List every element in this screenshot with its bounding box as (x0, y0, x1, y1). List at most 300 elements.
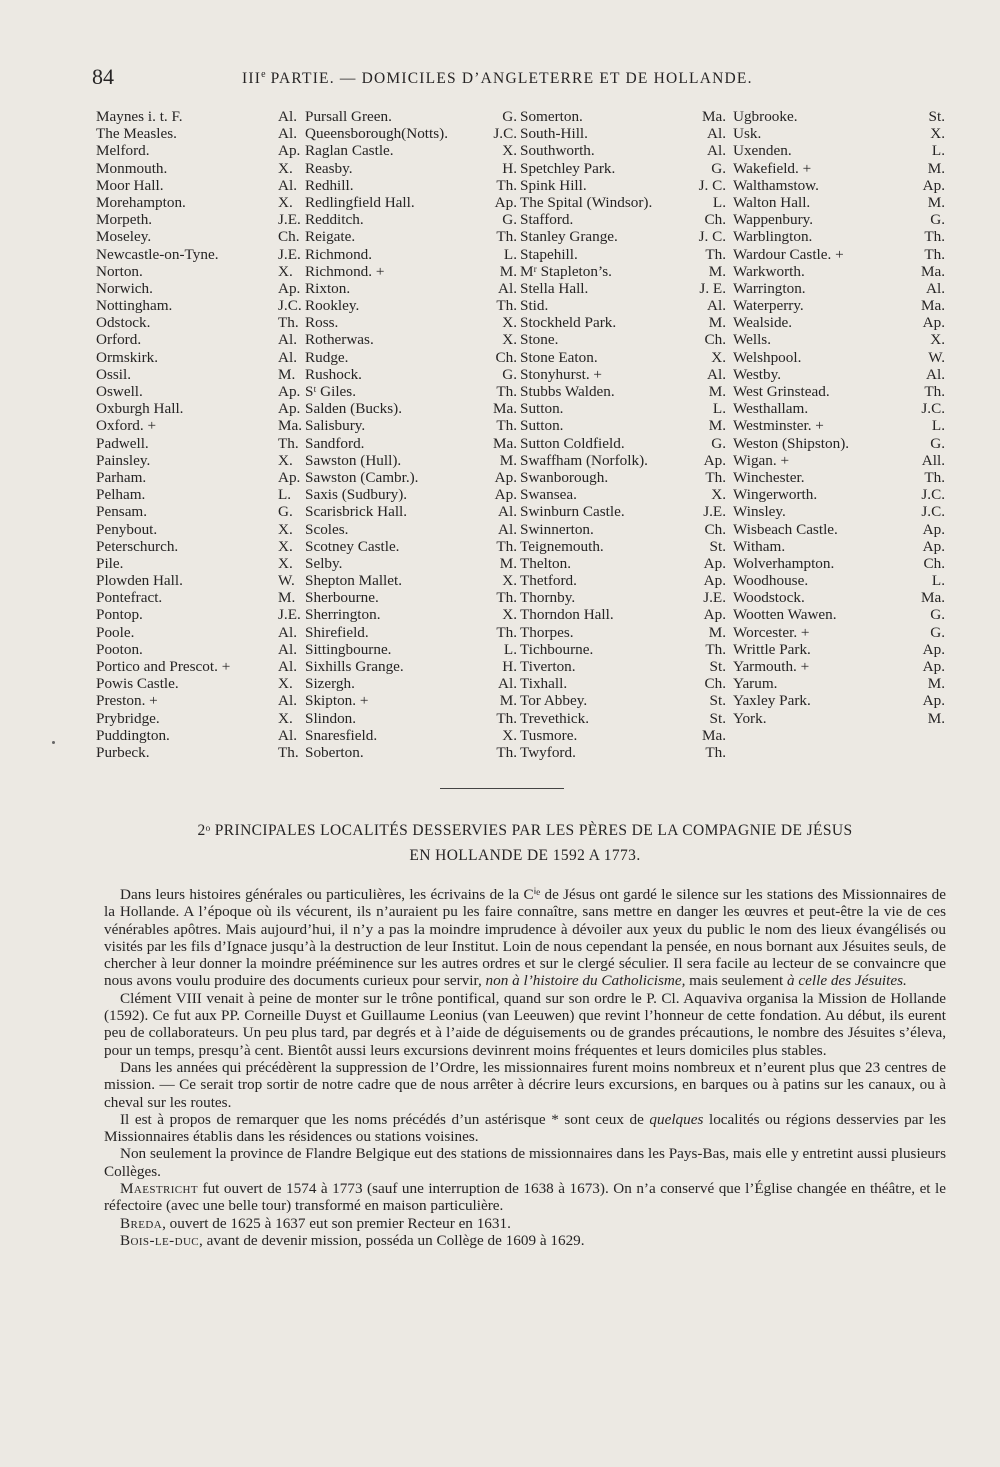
abbr-column-2 (278, 108, 303, 761)
abbreviation-entry: X. (502, 314, 517, 332)
abbreviation-entry: St. (709, 709, 726, 727)
abbreviation-entry: M. (708, 314, 726, 332)
abbreviation-entry: Ap. (278, 400, 301, 418)
ink-speck (52, 741, 55, 744)
place-entry: Parham. (96, 468, 147, 486)
paragraph-6: Maestricht fut ouvert de 1574 à 1773 (sauf une interruption de 1638 à 1673). On n’a conservé que l’Église changée en théâtre, et le réfectoire (avec une belle tour) transformé en maison particulière. (104, 1180, 946, 1215)
abbreviation-entry: Al. (278, 692, 297, 710)
place-entry: Melford. (96, 142, 150, 160)
abbreviation-entry: H. (502, 658, 517, 675)
place-entry: Poole. (96, 623, 135, 641)
place-column-3 (520, 108, 700, 761)
place-entry: Trevethick. (520, 709, 590, 727)
abbreviation-entry: Al. (498, 520, 517, 538)
abbreviation-entry: J.C. (921, 400, 945, 418)
abbreviation-entry: G. (711, 159, 726, 177)
place-entry: Pooton. (96, 640, 143, 658)
place-entry: Sizergh. (305, 675, 355, 693)
place-entry: Norwich. (96, 279, 153, 297)
abbreviation-entry: Th. (705, 245, 726, 263)
place-entry: Rixton. (305, 279, 351, 297)
abbreviation-entry: X. (502, 726, 517, 744)
place-entry: Selby. (305, 554, 343, 572)
place-entry: Stella Hall. (520, 279, 589, 297)
abbreviation-entry: G. (711, 434, 726, 452)
place-entry: Stonyhurst. + (520, 365, 602, 383)
place-entry: Queensborough(Notts). (305, 125, 448, 143)
place-entry: Stafford. (520, 211, 574, 229)
place-entry: Rudge. (305, 348, 349, 366)
place-entry: Swanborough. (520, 468, 609, 486)
place-entry: Stapehill. (520, 245, 578, 263)
place-entry: Wolverhampton. (733, 554, 835, 572)
place-entry: Ossil. (96, 365, 132, 383)
abbreviation-entry: Al. (278, 176, 297, 194)
place-entry: Sherrington. (305, 606, 381, 624)
paragraph-5: Non seulement la province de Flandre Belgique eut des stations de missionnaires dans les Pays-Bas, mais elle y entretint aussi plusieurs Collèges. (104, 1145, 946, 1180)
body-text (104, 886, 946, 1249)
abbreviation-entry: Ap. (494, 486, 517, 504)
place-entry: Moseley. (96, 228, 152, 246)
abbreviation-entry: J.E. (703, 589, 726, 607)
place-entry: Redhill. (305, 176, 354, 194)
abbreviation-entry: Al. (278, 125, 297, 143)
place-entry: Wappenbury. (733, 211, 814, 229)
place-entry: Sawston (Cambr.). (305, 468, 419, 486)
place-entry: Ross. (305, 314, 339, 332)
abbreviation-entry: St. (709, 537, 726, 555)
place-entry: Wigan. + (733, 451, 790, 469)
abbreviation-entry: J.E. (278, 606, 301, 624)
place-entry: Plowden Hall. (96, 572, 183, 590)
abbreviation-entry: Ap. (703, 606, 726, 624)
abbreviation-entry: Ap. (703, 572, 726, 590)
place-entry: Pensam. (96, 503, 148, 521)
place-entry: Woodstock. (733, 589, 805, 607)
section-heading (100, 818, 950, 868)
abbreviation-entry: Al. (278, 348, 297, 366)
place-entry: Wells. (733, 331, 772, 349)
abbreviation-entry: Th. (496, 297, 517, 315)
place-entry: Swinburn Castle. (520, 503, 625, 521)
place-entry: Pontop. (96, 606, 143, 624)
place-entry: Sᵗ Giles. (305, 383, 357, 400)
abbreviation-entry: Th. (705, 640, 726, 658)
place-entry: Ugbrooke. (733, 108, 798, 125)
place-entry: Sandford. (305, 434, 365, 452)
abbreviation-entry: Al. (707, 297, 726, 315)
abbreviation-entry: Ap. (278, 279, 301, 297)
place-entry: Padwell. (96, 434, 149, 452)
abbreviation-entry: Al. (278, 726, 297, 744)
abbreviation-entry: X. (711, 348, 726, 366)
place-entry: Penybout. (96, 520, 158, 538)
place-entry: Rushock. (305, 365, 362, 383)
abbreviation-entry: Al. (278, 331, 297, 349)
place-entry: Tiverton. (520, 658, 576, 675)
abbreviation-entry: M. (499, 692, 517, 710)
place-entry: Oxburgh Hall. (96, 400, 184, 418)
abbreviation-entry: X. (502, 606, 517, 624)
place-entry (733, 727, 908, 744)
place-entry: Moor Hall. (96, 176, 164, 194)
place-entry: Shepton Mallet. (305, 572, 403, 590)
abbreviation-entry: Ma. (701, 726, 726, 744)
abbreviation-entry: Ma. (492, 434, 517, 452)
abbreviation-entry: Ma. (492, 400, 517, 418)
place-entry: Westminster. + (733, 417, 824, 435)
abbreviation-entry: M. (708, 383, 726, 400)
abbreviation-entry: X. (502, 572, 517, 590)
abbreviation-entry: Th. (496, 176, 517, 194)
place-entry: Scarisbrick Hall. (305, 503, 408, 521)
place-entry: Writtle Park. (733, 640, 811, 658)
abbreviation-entry: Th. (278, 434, 299, 452)
abbreviation-entry: X. (930, 125, 945, 143)
place-entry: Thorndon Hall. (520, 606, 614, 624)
place-entry: Salisbury. (305, 417, 366, 435)
place-entry: West Grinstead. (733, 383, 830, 400)
abbreviation-entry: Al. (707, 365, 726, 383)
place-entry: Pontefract. (96, 589, 163, 607)
place-entry: Morehampton. (96, 193, 186, 211)
abbreviation-entry: Ma. (278, 417, 303, 435)
abbreviation-entry: Ma. (920, 297, 945, 315)
abbreviation-entry: J.E. (278, 245, 301, 263)
abbreviation-entry: Th. (496, 383, 517, 400)
place-entry: Richmond. + (305, 262, 385, 280)
abbreviation-entry: X. (278, 262, 293, 280)
paragraph-1: Dans leurs histoires générales ou particulières, les écrivains de la Cⁱᵉ de Jésus ont gardé le silence sur les stations des Missionnaires de la Hollande. A l’époque où ils vécurent, ils n’auraient pu les faire connaître, sans mettre en danger les œuvres et peut-être la vie de ces vénérables apôtres. Mais aujourd’hui, il n’y a pas la moindre imprudence à dévoiler aux yeux du public le nom des lieux évangélisés ou visités par les fils d’Ignace jusqu’à la destruction de leur Institut. Loin de nous cependant la pensée, en nous bornant aux Jésuites seuls, de chercher à leur donner la moindre prééminence sur les autres ordres et sur le clergé séculier. Il sera facile au lecteur de se convaincre que nous avons voulu produire des documents curieux pour servir, non à l’histoire du Catholicisme, mais seulement à celle des Jésuites. (104, 886, 946, 990)
abbr-column-4 (692, 108, 726, 761)
place-entry: South-Hill. (520, 125, 588, 143)
abbreviation-entry: Al. (926, 365, 945, 383)
abbreviation-entry: X. (930, 331, 945, 349)
place-entry: Thetford. (520, 572, 577, 590)
abbreviation-entry: M. (927, 193, 945, 211)
abbreviation-entry: Al. (498, 279, 517, 297)
paragraph-8: Bois-le-duc, avant de devenir mission, posséda un Collège de 1609 à 1629. (120, 1231, 585, 1249)
part-numeral: III (242, 70, 262, 88)
abbreviation-entry: Th. (924, 245, 945, 263)
place-entry: Mʳ Stapleton’s. (520, 262, 612, 280)
abbreviation-entry: L. (931, 142, 945, 160)
abbreviation-entry: Ap. (922, 520, 945, 538)
abbreviation-entry: St. (928, 108, 945, 125)
abbreviation-entry: Th. (924, 468, 945, 486)
abbreviation-entry: G. (502, 108, 517, 125)
place-entry: Yaxley Park. (733, 692, 811, 710)
abbreviation-entry: Ma. (920, 262, 945, 280)
place-entry: Prybridge. (96, 709, 160, 727)
abbreviation-entry: Al. (707, 142, 726, 160)
section-heading-line-1: 2ᵒ PRINCIPALES LOCALITÉS DESSERVIES PAR LES PÈRES DE LA COMPAGNIE DE JÉSUS (197, 822, 853, 839)
abbreviation-entry: Ch. (704, 331, 726, 349)
place-entry: Stockheld Park. (520, 314, 617, 332)
place-entry: Stone Eaton. (520, 348, 598, 366)
place-entry: Stanley Grange. (520, 228, 618, 246)
place-entry: Painsley. (96, 451, 151, 469)
abbreviation-entry: M. (708, 417, 726, 435)
abbreviation-entry: J.E. (278, 211, 301, 229)
place-entry: Rotherwas. (305, 331, 374, 349)
abbreviation-entry: L. (712, 400, 726, 418)
abbreviation-entry: Th. (278, 743, 299, 761)
place-entry: Puddington. (96, 726, 170, 744)
place-entry: Reigate. (305, 228, 356, 246)
section-heading-line-2: EN HOLLANDE DE 1592 A 1773. (409, 847, 641, 864)
abbreviation-entry: Ch. (495, 348, 517, 366)
place-entry: Snaresfield. (305, 726, 378, 744)
abbreviation-entry: X. (278, 193, 293, 211)
abbreviation-entry: Al. (926, 279, 945, 297)
abbreviation-entry: J. C. (698, 228, 726, 246)
place-entry: Thelton. (520, 554, 572, 572)
place-entry: Rookley. (305, 297, 360, 315)
place-entry: Saxis (Sudbury). (305, 486, 408, 504)
place-entry: Stid. (520, 297, 549, 315)
abbreviation-entry: Ma. (920, 589, 945, 607)
abbreviation-entry: M. (499, 451, 517, 469)
abbreviation-entry: Ch. (704, 520, 726, 538)
place-entry: Peterschurch. (96, 537, 179, 555)
abbreviation-entry: M. (499, 262, 517, 280)
place-entry: Pelham. (96, 486, 146, 504)
place-entry: Slindon. (305, 709, 357, 727)
place-entry: Sawston (Hull). (305, 451, 402, 469)
place-entry: Somerton. (520, 108, 583, 125)
place-entry: Redlingfield Hall. (305, 193, 415, 211)
abbreviation-entry: Al. (278, 623, 297, 641)
abbreviation-entry: W. (928, 348, 945, 366)
place-entry: Powis Castle. (96, 675, 179, 693)
abbreviation-entry: X. (278, 451, 293, 469)
place-column-4 (733, 108, 908, 761)
place-entry: Portico and Prescot. + (96, 658, 231, 675)
place-entry: Skipton. + (305, 692, 369, 710)
place-entry: Reasby. (305, 159, 353, 177)
abbreviation-entry: G. (502, 365, 517, 383)
abbreviation-entry: Al. (278, 640, 297, 658)
place-entry: Sutton. (520, 417, 564, 435)
abbreviation-entry: W. (278, 572, 295, 590)
place-entry: Morpeth. (96, 211, 153, 229)
place-entry: Tor Abbey. (520, 692, 588, 710)
abbreviation-entry: Ap. (278, 468, 301, 486)
place-entry: Thorpes. (520, 623, 574, 641)
place-entry: Wisbeach Castle. (733, 520, 838, 538)
abbreviation-entry: L. (931, 417, 945, 435)
place-entry: Oxford. + (96, 417, 157, 435)
abbreviation-entry: X. (711, 486, 726, 504)
place-entry: Swinnerton. (520, 520, 594, 538)
abbreviation-entry: Th. (496, 417, 517, 435)
abbreviation-entry: Th. (278, 314, 299, 332)
place-entry: Yarum. (733, 675, 778, 693)
place-entry: Sittingbourne. (305, 640, 392, 658)
abbreviation-entry: J.C. (921, 503, 945, 521)
place-entry: Winchester. (733, 468, 805, 486)
abbreviation-entry: Ch. (278, 228, 300, 246)
place-column-2 (305, 108, 515, 761)
place-entry: Purbeck. (96, 743, 150, 761)
abbreviation-entry: X. (502, 142, 517, 160)
abbreviation-entry: X. (278, 709, 293, 727)
place-entry: Nottingham. (96, 297, 173, 315)
place-entry: Ormskirk. (96, 348, 159, 366)
abbreviation-entry: Th. (705, 743, 726, 761)
place-entry: Woodhouse. (733, 572, 809, 590)
abbreviation-entry: Al. (707, 125, 726, 143)
place-entry: Swansea. (520, 486, 577, 504)
abbreviation-entry: M. (499, 554, 517, 572)
place-entry: Pile. (96, 554, 124, 572)
abbr-column-3 (487, 108, 517, 761)
place-entry: Worcester. + (733, 623, 810, 641)
place-entry: Sixhills Grange. (305, 658, 404, 675)
place-entry: Shirefield. (305, 623, 369, 641)
running-title (242, 69, 753, 88)
place-entry: Tusmore. (520, 726, 578, 744)
place-entry: Spink Hill. (520, 176, 587, 194)
abbreviation-entry: M. (278, 589, 296, 607)
abbreviation-entry: All. (921, 451, 945, 469)
place-entry: Wardour Castle. + (733, 245, 844, 263)
paragraph-3: Dans les années qui précédèrent la suppression de l’Ordre, les missionnaires furent moins nombreux et n’eurent plus que 23 centres de mission. — Ce serait trop sortir de notre cadre que de nous arrêter à décrire leurs excursions, en barques ou à patins sur les canaux, ou à cheval sur les routes. (104, 1058, 946, 1111)
place-entry: Soberton. (305, 743, 364, 761)
abbreviation-entry: Al. (278, 108, 297, 125)
abbreviation-entry: Th. (496, 623, 517, 641)
section-divider (440, 788, 564, 789)
abbreviation-entry: Al. (278, 658, 297, 675)
abbreviation-entry: M. (708, 623, 726, 641)
place-entry: Richmond. (305, 245, 373, 263)
place-entry: Stubbs Walden. (520, 383, 615, 400)
abbreviation-entry: St. (709, 658, 726, 675)
abbreviation-entry: Th. (924, 228, 945, 246)
abbreviation-entry: Ap. (922, 176, 945, 194)
place-entry: Norton. (96, 262, 143, 280)
place-entry: Wingerworth. (733, 486, 818, 504)
abbreviation-entry: M. (278, 365, 296, 383)
place-entry: Sherbourne. (305, 589, 379, 607)
part-superscript: e (261, 69, 266, 80)
place-entry: Thornby. (520, 589, 576, 607)
abbreviation-entry: G. (930, 434, 945, 452)
abbreviation-entry: Th. (924, 383, 945, 400)
abbreviation-entry: Al. (498, 503, 517, 521)
abbreviation-entry: L. (712, 193, 726, 211)
place-entry: Oswell. (96, 383, 143, 400)
place-entry: Teignemouth. (520, 537, 604, 555)
abbreviation-entry: J. E. (699, 279, 726, 297)
abbr-column-5 (905, 108, 945, 727)
place-entry: Uxenden. (733, 142, 792, 160)
place-entry: Swaffham (Norfolk). (520, 451, 648, 469)
place-entry: Preston. + (96, 692, 158, 710)
abbreviation-entry: G. (930, 623, 945, 641)
abbreviation-entry: St. (709, 692, 726, 710)
abbreviation-entry: L. (503, 640, 517, 658)
abbreviation-entry: Ap. (922, 537, 945, 555)
abbreviation-entry: Ma. (701, 108, 726, 125)
abbreviation-entry: Th. (496, 537, 517, 555)
place-entry: Westby. (733, 365, 781, 383)
place-entry: Tichbourne. (520, 640, 594, 658)
abbreviation-entry: Ap. (278, 142, 301, 160)
abbreviation-entry: J.C. (921, 486, 945, 504)
abbreviation-entry: M. (927, 159, 945, 177)
abbreviation-entry: X. (278, 675, 293, 693)
place-entry: Yarmouth. + (733, 658, 810, 675)
abbreviation-entry: Th. (496, 589, 517, 607)
abbreviation-entry: G. (930, 211, 945, 229)
abbreviation-entry: Ap. (922, 658, 945, 675)
abbreviation-entry: X. (278, 554, 293, 572)
paragraph-4: Il est à propos de remarquer que les noms précédés d’un astérisque * sont ceux de quelques localités ou régions desservies par les Missionnaires établis dans les résidences ou stations voisines. (104, 1110, 947, 1146)
abbreviation-entry: L. (503, 245, 517, 263)
running-title-text: PARTIE. — DOMICILES D’ANGLETERRE ET DE HOLLANDE. (265, 70, 753, 88)
place-entry: Walthamstow. (733, 176, 819, 194)
abbreviation-entry: Ap. (922, 692, 945, 710)
abbreviation-entry: M. (927, 675, 945, 693)
abbreviation-entry: H. (502, 159, 517, 177)
abbreviation-entry: Th. (705, 468, 726, 486)
abbreviation-entry: Ap. (278, 383, 301, 400)
place-entry: Raglan Castle. (305, 142, 394, 160)
abbreviation-entry: X. (278, 159, 293, 177)
abbreviation-entry: Ap. (494, 193, 517, 211)
abbreviation-entry: Th. (496, 743, 517, 761)
abbreviation-entry: J.E. (703, 503, 726, 521)
place-entry: Monmouth. (96, 159, 168, 177)
place-entry: Scotney Castle. (305, 537, 400, 555)
place-entry: Winsley. (733, 503, 786, 521)
page-number: 84 (92, 64, 114, 89)
abbreviation-entry: Ap. (922, 314, 945, 332)
place-entry: Twyford. (520, 743, 576, 761)
place-entry: Walton Hall. (733, 193, 811, 211)
paragraph-2: Clément VIII venait à peine de monter sur le trône pontifical, quand sur son ordre le P. Cl. Aquaviva organisa la Mission de Hollande (1592). Ce fut aux PP. Corneille Duyst et Guillaume Leonius (van Leeuwen) que revint l’honneur de cette fondation. Au début, ils eurent peu de collaborateurs. Un peu plus tard, par degrés et à l’aide de déguisements ou de grandes précautions, le nombre des Jésuites s’éleva, pour un temps, presqu’à cent. Bientôt aussi leurs excursions devinrent moins fréquentes et leurs domiciles plus stables. (104, 989, 946, 1059)
abbreviation-entry: L. (278, 486, 292, 504)
place-entry: Pursall Green. (305, 108, 392, 125)
abbreviation-entry: Ch. (704, 211, 726, 229)
place-entry: Tixhall. (520, 675, 568, 693)
abbreviation-entry: J. C. (698, 176, 726, 194)
place-entry: Welshpool. (733, 348, 802, 366)
abbreviation-entry: G. (930, 606, 945, 624)
abbreviation-entry: J.C. (493, 125, 517, 143)
place-entry: Westhallam. (733, 400, 809, 418)
abbreviation-entry: Ch. (923, 554, 945, 572)
place-entry: Wealside. (733, 314, 793, 332)
abbreviation-entry: Ap. (922, 640, 945, 658)
place-entry: Spetchley Park. (520, 159, 616, 177)
abbreviation-entry: G. (278, 503, 293, 521)
place-entry: Southworth. (520, 142, 595, 160)
place-entry: The Spital (Windsor). (520, 193, 653, 211)
abbreviation-entry: L. (931, 572, 945, 590)
place-entry: Newcastle-on-Tyne. (96, 245, 219, 263)
abbreviation-entry: G. (502, 211, 517, 229)
abbreviation-entry: X. (278, 537, 293, 555)
place-column-1 (96, 108, 281, 761)
abbreviation-entry: X. (278, 520, 293, 538)
place-entry: Weston (Shipston). (733, 434, 850, 452)
abbreviation-entry: Ap. (703, 451, 726, 469)
place-entry: Usk. (733, 125, 762, 143)
place-entry: Sutton. (520, 400, 564, 418)
